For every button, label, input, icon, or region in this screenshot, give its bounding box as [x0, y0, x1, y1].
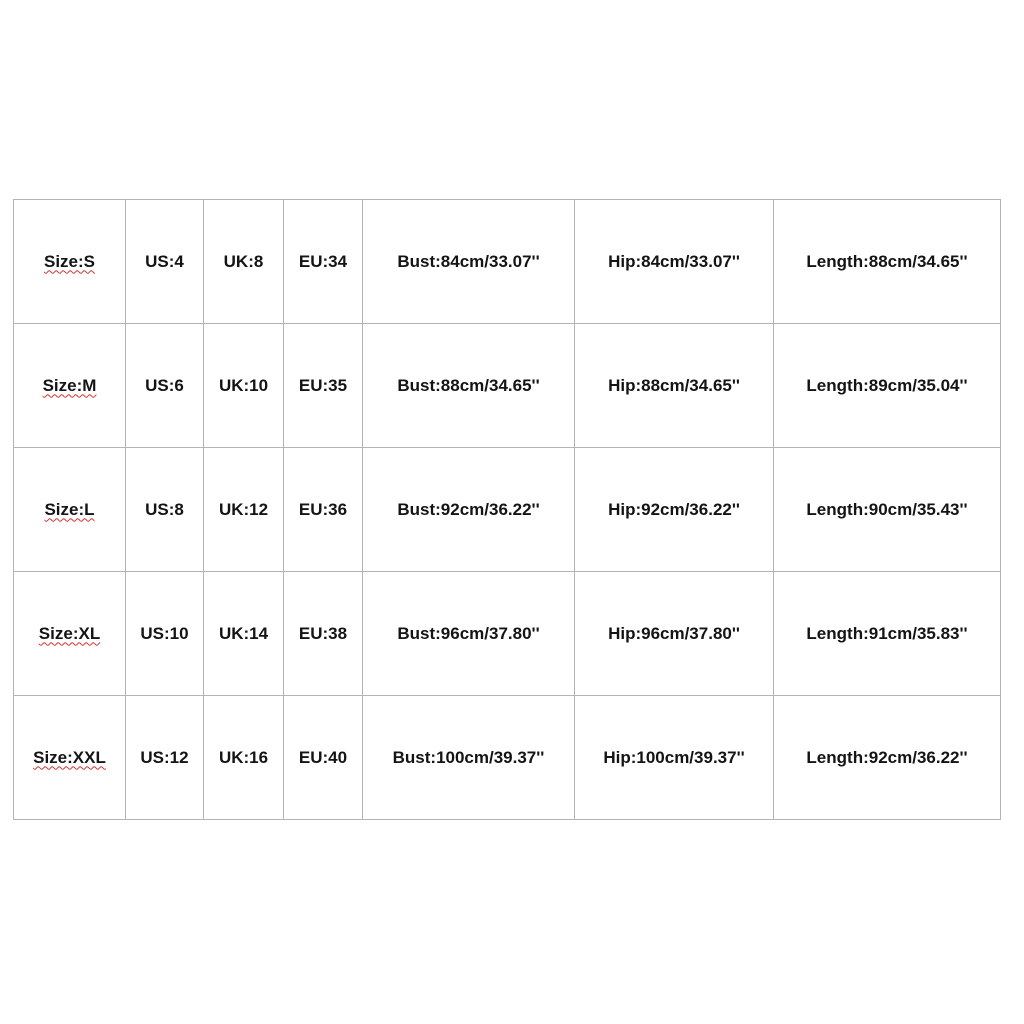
- eu-size-cell: EU:34: [284, 200, 363, 324]
- length-cell: Length:92cm/36.22'': [774, 696, 1001, 820]
- bust-cell: Bust:92cm/36.22'': [363, 448, 575, 572]
- bust-cell: Bust:96cm/37.80'': [363, 572, 575, 696]
- table-row: [14, 324, 1001, 448]
- us-size-cell: US:8: [126, 448, 204, 572]
- size-cell: [14, 448, 126, 572]
- length-cell: Length:90cm/35.43'': [774, 448, 1001, 572]
- size-label: Size:S: [43, 251, 96, 271]
- eu-size-cell: EU:40: [284, 696, 363, 820]
- hip-cell: Hip:96cm/37.80'': [575, 572, 774, 696]
- uk-size-cell: UK:8: [204, 200, 284, 324]
- size-chart-table: [13, 199, 1001, 820]
- us-size-cell: US:4: [126, 200, 204, 324]
- bust-cell: Bust:88cm/34.65'': [363, 324, 575, 448]
- length-cell: Length:91cm/35.83'': [774, 572, 1001, 696]
- bust-cell: Bust:84cm/33.07'': [363, 200, 575, 324]
- size-label: Size:M: [42, 375, 97, 395]
- us-size-cell: US:10: [126, 572, 204, 696]
- eu-size-cell: EU:36: [284, 448, 363, 572]
- uk-size-cell: UK:16: [204, 696, 284, 820]
- hip-cell: Hip:92cm/36.22'': [575, 448, 774, 572]
- table-row: [14, 696, 1001, 820]
- size-cell: [14, 324, 126, 448]
- eu-size-cell: EU:35: [284, 324, 363, 448]
- hip-cell: Hip:88cm/34.65'': [575, 324, 774, 448]
- eu-size-cell: EU:38: [284, 572, 363, 696]
- us-size-cell: US:6: [126, 324, 204, 448]
- size-cell: [14, 200, 126, 324]
- size-label: Size:XL: [38, 623, 101, 643]
- us-size-cell: US:12: [126, 696, 204, 820]
- uk-size-cell: UK:14: [204, 572, 284, 696]
- length-cell: Length:88cm/34.65'': [774, 200, 1001, 324]
- uk-size-cell: UK:12: [204, 448, 284, 572]
- bust-cell: Bust:100cm/39.37'': [363, 696, 575, 820]
- size-cell: [14, 696, 126, 820]
- table-row: [14, 572, 1001, 696]
- uk-size-cell: UK:10: [204, 324, 284, 448]
- table-row: [14, 200, 1001, 324]
- hip-cell: Hip:84cm/33.07'': [575, 200, 774, 324]
- hip-cell: Hip:100cm/39.37'': [575, 696, 774, 820]
- length-cell: Length:89cm/35.04'': [774, 324, 1001, 448]
- size-label: Size:XXL: [33, 747, 106, 767]
- size-label: Size:L: [44, 499, 95, 519]
- size-cell: [14, 572, 126, 696]
- table-row: [14, 448, 1001, 572]
